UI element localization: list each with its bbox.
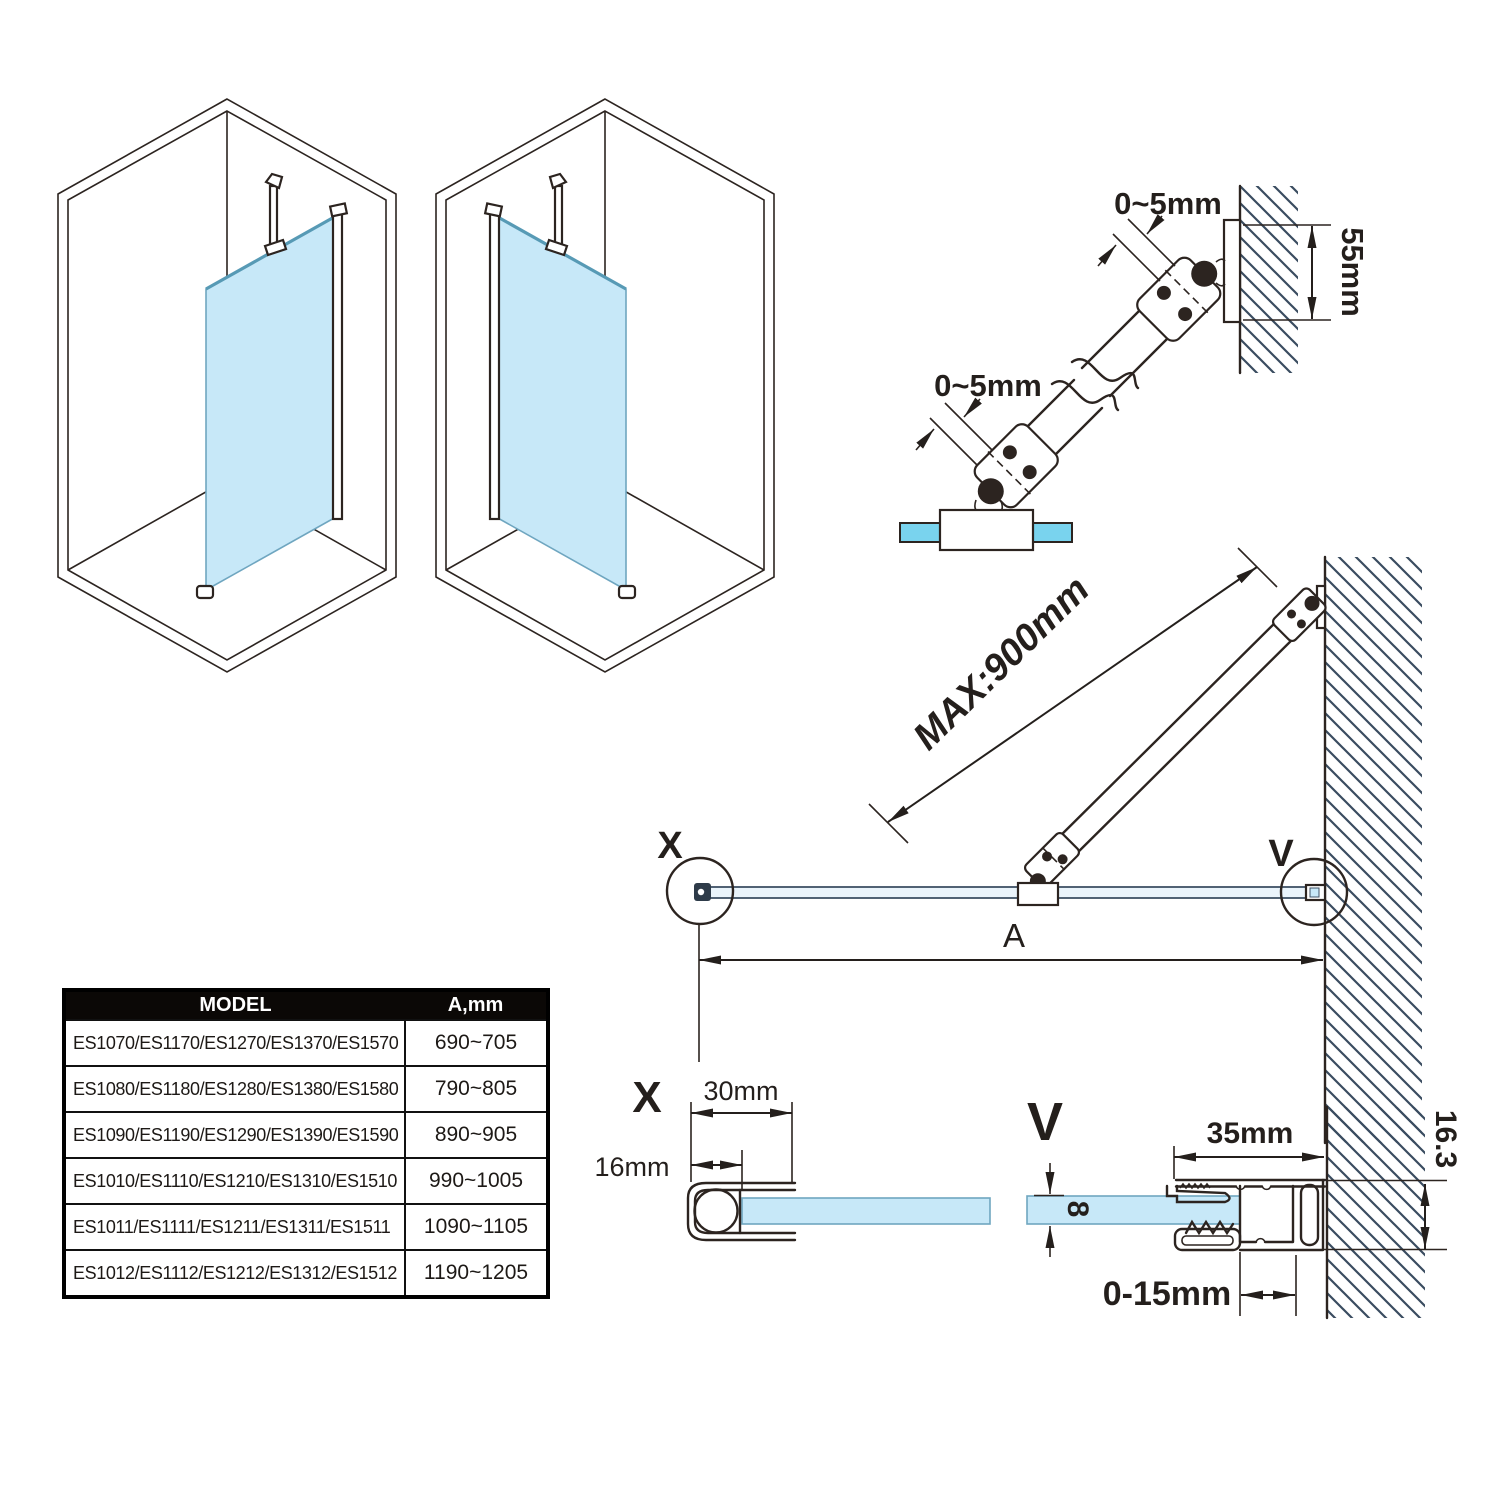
table-header-row [64, 990, 548, 1020]
detail-v-view [1027, 1092, 1462, 1318]
dim-16-3-label: 16.3 [1429, 1109, 1462, 1169]
wall-profile [330, 203, 347, 519]
detail-x-view [594, 1073, 990, 1240]
glass-panel-section [1027, 1196, 1240, 1224]
table-row [64, 1020, 548, 1066]
gap-callout-bottom [916, 399, 992, 465]
wall-bracket-height-label: 55mm [1335, 227, 1370, 317]
glass-clamp-plan [1018, 883, 1058, 905]
glass-panel-plan [710, 887, 1306, 898]
iso-view-right [436, 99, 774, 672]
glass-panel-section [742, 1198, 990, 1224]
glass-panel [206, 216, 336, 590]
wall-hatch [1326, 557, 1422, 1143]
model-cell: ES1010/ES1110/ES1210/ES1310/ES1510 [64, 1158, 405, 1204]
model-cell: ES1090/ES1190/ES1290/ES1390/ES1590 [64, 1112, 405, 1158]
ceiling-support-rod [265, 174, 286, 255]
table-header-a: A,mm [405, 990, 548, 1020]
table-row [64, 1158, 548, 1204]
dim-30mm-label: 30mm [703, 1076, 779, 1106]
support-bar-detail [900, 186, 1370, 550]
a-mm-cell: 1090~1105 [405, 1204, 548, 1250]
floor-bracket [197, 586, 213, 598]
detail-v-title: V [1026, 1092, 1064, 1152]
wall-profile [485, 203, 502, 519]
max-bar-length-label: MAX:900mm [905, 568, 1098, 759]
detail-x-marker-label: X [657, 825, 683, 867]
a-mm-cell: 990~1005 [405, 1158, 548, 1204]
a-mm-cell: 1190~1205 [405, 1250, 548, 1297]
adjust-range-label: 0-15mm [1102, 1275, 1232, 1313]
glass-edge [1033, 523, 1072, 542]
table-row [64, 1112, 548, 1158]
a-mm-cell: 790~805 [405, 1066, 548, 1112]
glass-panel [496, 216, 626, 590]
wall-plate [1224, 220, 1240, 322]
upper-hinge-bracket [1132, 243, 1235, 346]
gap-callout-top [1098, 216, 1175, 281]
model-cell: ES1011/ES1111/ES1211/ES1311/ES1511 [64, 1204, 405, 1250]
support-bar-tube [1028, 311, 1167, 454]
support-bar-plan [1044, 606, 1309, 869]
a-mm-cell: 690~705 [405, 1020, 548, 1066]
model-cell: ES1080/ES1180/ES1280/ES1380/ES1580 [64, 1066, 405, 1112]
table-row [64, 1066, 548, 1112]
model-cell: ES1070/ES1170/ES1270/ES1370/ES1570 [64, 1020, 405, 1066]
table-row [64, 1204, 548, 1250]
model-cell: ES1012/ES1112/ES1212/ES1312/ES1512 [64, 1250, 405, 1297]
glass-edge [900, 523, 940, 542]
ceiling-support-rod [546, 174, 567, 255]
detail-x-title: X [632, 1073, 662, 1122]
wall-hatch [1328, 1107, 1425, 1318]
glass-clamp [900, 510, 1072, 550]
width-a-label: A [1002, 917, 1026, 954]
gap-dimension-top-label: 0~5mm [1114, 186, 1222, 221]
floor-bracket [619, 586, 635, 598]
dim-35mm-label: 35mm [1206, 1117, 1294, 1150]
wall-hatch [1240, 186, 1298, 373]
plan-view [657, 548, 1422, 1143]
dim-16mm-label: 16mm [594, 1152, 670, 1182]
iso-view-left [58, 99, 396, 672]
a-mm-cell: 890~905 [405, 1112, 548, 1158]
table-row [64, 1250, 548, 1297]
detail-v-marker-label: V [1268, 833, 1294, 875]
glass-thickness-label: 8 [1061, 1200, 1094, 1218]
gap-dimension-bottom-label: 0~5mm [934, 368, 1042, 403]
table-header-model: MODEL [64, 990, 405, 1020]
spec-table [62, 988, 546, 1299]
